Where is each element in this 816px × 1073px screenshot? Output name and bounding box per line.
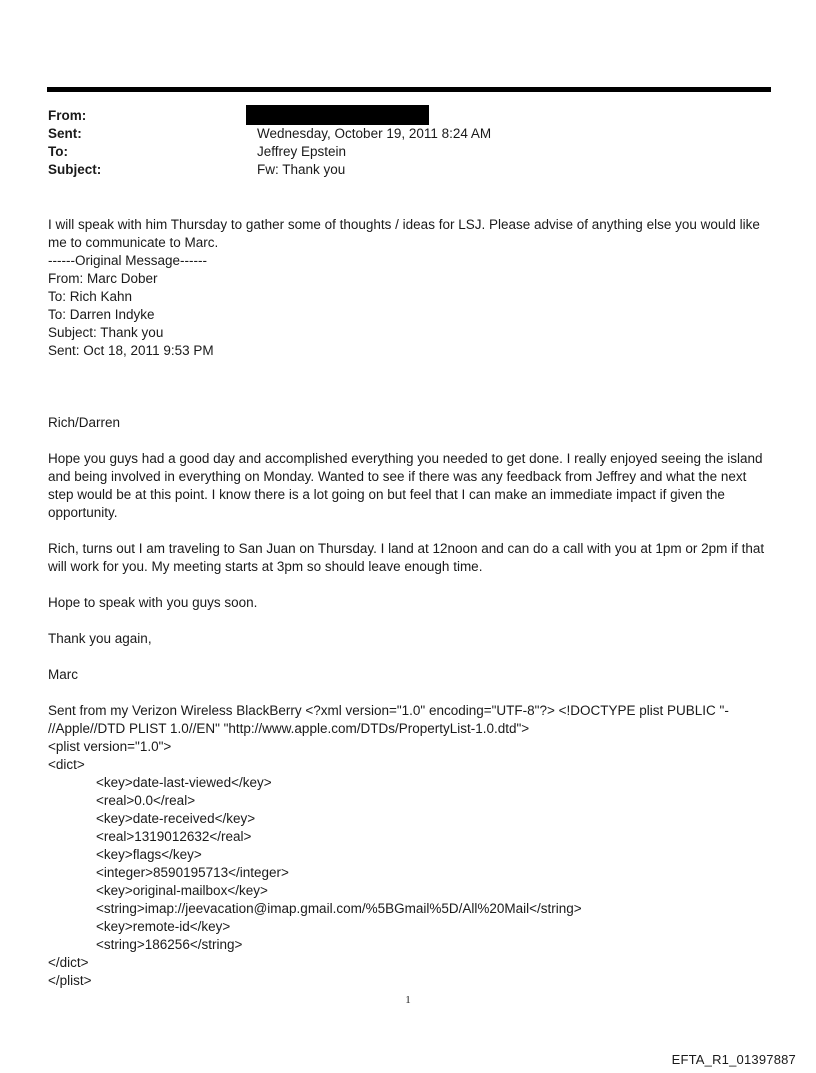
dict-line: <key>remote-id</key>	[96, 919, 231, 934]
closing: Thank you again,	[48, 631, 152, 646]
to-label: To:	[48, 144, 68, 159]
plist-close: </plist>	[48, 973, 92, 988]
para1-line-3: step would be at this point. I know there is a lot going on but feel that I can make an immediate impact if given the	[48, 487, 725, 502]
intro-line-1: I will speak with him Thursday to gather some of thoughts / ideas for LSJ. Please advise of anything else you would like	[48, 217, 760, 232]
dict-line: <string>186256</string>	[96, 937, 243, 952]
dict-line: <real>1319012632</real>	[96, 829, 252, 844]
para1-line-1: Hope you guys had a good day and accomplished everything you needed to get done. I really enjoyed seeing the island	[48, 451, 763, 466]
dict-line: <key>original-mailbox</key>	[96, 883, 268, 898]
para2-line-1: Rich, turns out I am traveling to San Juan on Thursday. I land at 12noon and can do a call with you at 1pm or 2pm if that	[48, 541, 765, 556]
para1-line-4: opportunity.	[48, 505, 118, 520]
subject-value: Fw: Thank you	[257, 162, 346, 177]
dict-line: <key>date-received</key>	[96, 811, 256, 826]
redacted-sender	[246, 105, 429, 125]
dict-close: </dict>	[48, 955, 89, 970]
sent-value: Wednesday, October 19, 2011 8:24 AM	[257, 126, 492, 141]
header-rule	[47, 87, 771, 92]
dict-open: <dict>	[48, 757, 85, 772]
page-number: 1	[405, 994, 411, 1006]
intro-line-2: me to communicate to Marc.	[48, 235, 219, 250]
plist-open: <plist version="1.0">	[48, 739, 172, 754]
original-sent: Sent: Oct 18, 2011 9:53 PM	[48, 343, 214, 358]
original-to-1: To: Rich Kahn	[48, 289, 133, 304]
dict-line: <integer>8590195713</integer>	[96, 865, 289, 880]
to-value: Jeffrey Epstein	[257, 144, 347, 159]
original-subject: Subject: Thank you	[48, 325, 164, 340]
para1-line-2: and being involved in everything on Monday. Wanted to see if there was any feedback from Jeffrey and what the next	[48, 469, 747, 484]
original-from: From: Marc Dober	[48, 271, 158, 286]
footer-line-2: //Apple//DTD PLIST 1.0//EN" "http://www.apple.com/DTDs/PropertyList-1.0.dtd">	[48, 721, 530, 736]
original-to-2: To: Darren Indyke	[48, 307, 155, 322]
para2-line-2: will work for you. My meeting starts at 3pm so should leave enough time.	[48, 559, 483, 574]
bates-number: EFTA_R1_01397887	[671, 1052, 796, 1067]
dict-line: <string>imap://jeevacation@imap.gmail.com/%5BGmail%5D/All%20Mail</string>	[96, 901, 582, 916]
footer-line-1: Sent from my Verizon Wireless BlackBerry <?xml version="1.0" encoding="UTF-8"?> <!DOCTYPE plist PUBLIC "-	[48, 703, 729, 718]
dict-line: <key>flags</key>	[96, 847, 202, 862]
from-label: From:	[48, 108, 87, 123]
sent-label: Sent:	[48, 126, 82, 141]
email-body	[48, 216, 773, 990]
subject-label: Subject:	[48, 162, 102, 177]
signature: Marc	[48, 667, 78, 682]
original-message-marker: ------Original Message------	[48, 253, 207, 268]
para3: Hope to speak with you guys soon.	[48, 595, 258, 610]
dict-line: <real>0.0</real>	[96, 793, 196, 808]
salutation: Rich/Darren	[48, 415, 121, 430]
dict-line: <key>date-last-viewed</key>	[96, 775, 272, 790]
